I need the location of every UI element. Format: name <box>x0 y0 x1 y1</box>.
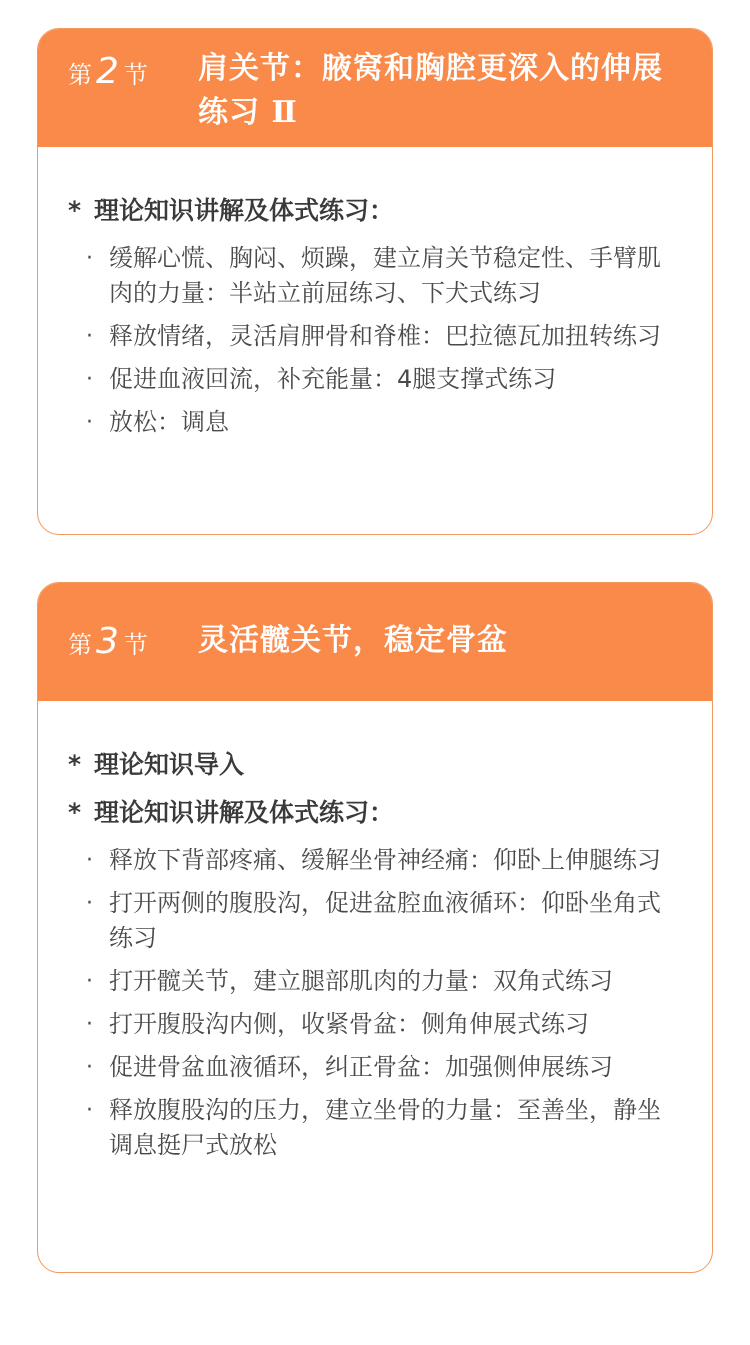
section-number: 3 <box>96 621 119 662</box>
dot-bullet: · <box>86 324 93 349</box>
section-title-3: 灵活髋关节，稳定骨盆 <box>198 623 508 658</box>
list-item-text: 释放下背部疼痛、缓解坐骨神经痛：仰卧上伸腿练习 <box>109 846 661 874</box>
section-header-2 <box>38 29 712 147</box>
section-label-suffix: 节 <box>123 61 148 89</box>
dot-bullet: · <box>86 891 93 916</box>
dot-bullet: · <box>86 1098 93 1123</box>
list-item-text: 促进血液回流，补充能量：4腿支撑式练习 <box>109 365 557 393</box>
dot-bullet: · <box>86 246 93 271</box>
list-item-text: 打开两侧的腹股沟，促进盆腔血液循环：仰卧坐角式练习 <box>109 889 661 952</box>
section-heading-text: 理论知识讲解及体式练习： <box>94 196 395 225</box>
list-item <box>68 362 676 397</box>
list-item <box>68 319 676 354</box>
list-item-text: 释放腹股沟的压力，建立坐骨的力量：至善坐，静坐调息挺尸式放松 <box>109 1096 661 1159</box>
list-item <box>68 1093 676 1163</box>
list-item-text: 缓解心慌、胸闷、烦躁，建立肩关节稳定性、手臂肌肉的力量：半站立前屈练习、下犬式练习 <box>109 244 661 307</box>
star-bullet: * <box>68 196 82 225</box>
section-card-2 <box>37 28 713 535</box>
dot-bullet: · <box>86 969 93 994</box>
list-item <box>68 1050 676 1085</box>
section-heading <box>68 789 676 837</box>
list-item <box>68 843 676 878</box>
dot-bullet: · <box>86 1012 93 1037</box>
list-item <box>68 1007 676 1042</box>
section-heading-text: 理论知识导入 <box>94 750 245 779</box>
list-item <box>68 886 676 956</box>
section-heading <box>68 741 676 789</box>
section-title-2: 肩关节：腋窝和胸腔更深入的伸展练习 Ⅱ <box>198 51 663 130</box>
section-header-3 <box>38 583 712 701</box>
dot-bullet: · <box>86 1055 93 1080</box>
section-label-suffix: 节 <box>123 631 148 659</box>
list-item <box>68 964 676 999</box>
list-item-text: 打开腹股沟内侧，收紧骨盆：侧角伸展式练习 <box>109 1010 589 1038</box>
section-heading <box>68 187 676 235</box>
section-number: 2 <box>96 51 119 92</box>
section-body-2 <box>38 147 712 440</box>
section-label-prefix: 第 <box>68 61 92 89</box>
list-item-text: 打开髋关节，建立腿部肌肉的力量：双角式练习 <box>109 967 613 995</box>
dot-bullet: · <box>86 848 93 873</box>
section-label-prefix: 第 <box>68 631 92 659</box>
star-bullet: * <box>68 798 82 827</box>
list-item-text: 促进骨盆血液循环，纠正骨盆：加强侧伸展练习 <box>109 1053 613 1081</box>
list-item <box>68 405 676 440</box>
list-item-text: 放松：调息 <box>109 408 229 436</box>
section-label-2 <box>68 51 148 92</box>
section-card-3 <box>37 582 713 1273</box>
section-label-3 <box>68 621 148 662</box>
dot-bullet: · <box>86 367 93 392</box>
section-heading-text: 理论知识讲解及体式练习： <box>94 798 395 827</box>
section-body-3 <box>38 701 712 1163</box>
list-item-text: 释放情绪，灵活肩胛骨和脊椎：巴拉德瓦加扭转练习 <box>109 322 661 350</box>
list-item <box>68 241 676 311</box>
dot-bullet: · <box>86 410 93 435</box>
star-bullet: * <box>68 750 82 779</box>
